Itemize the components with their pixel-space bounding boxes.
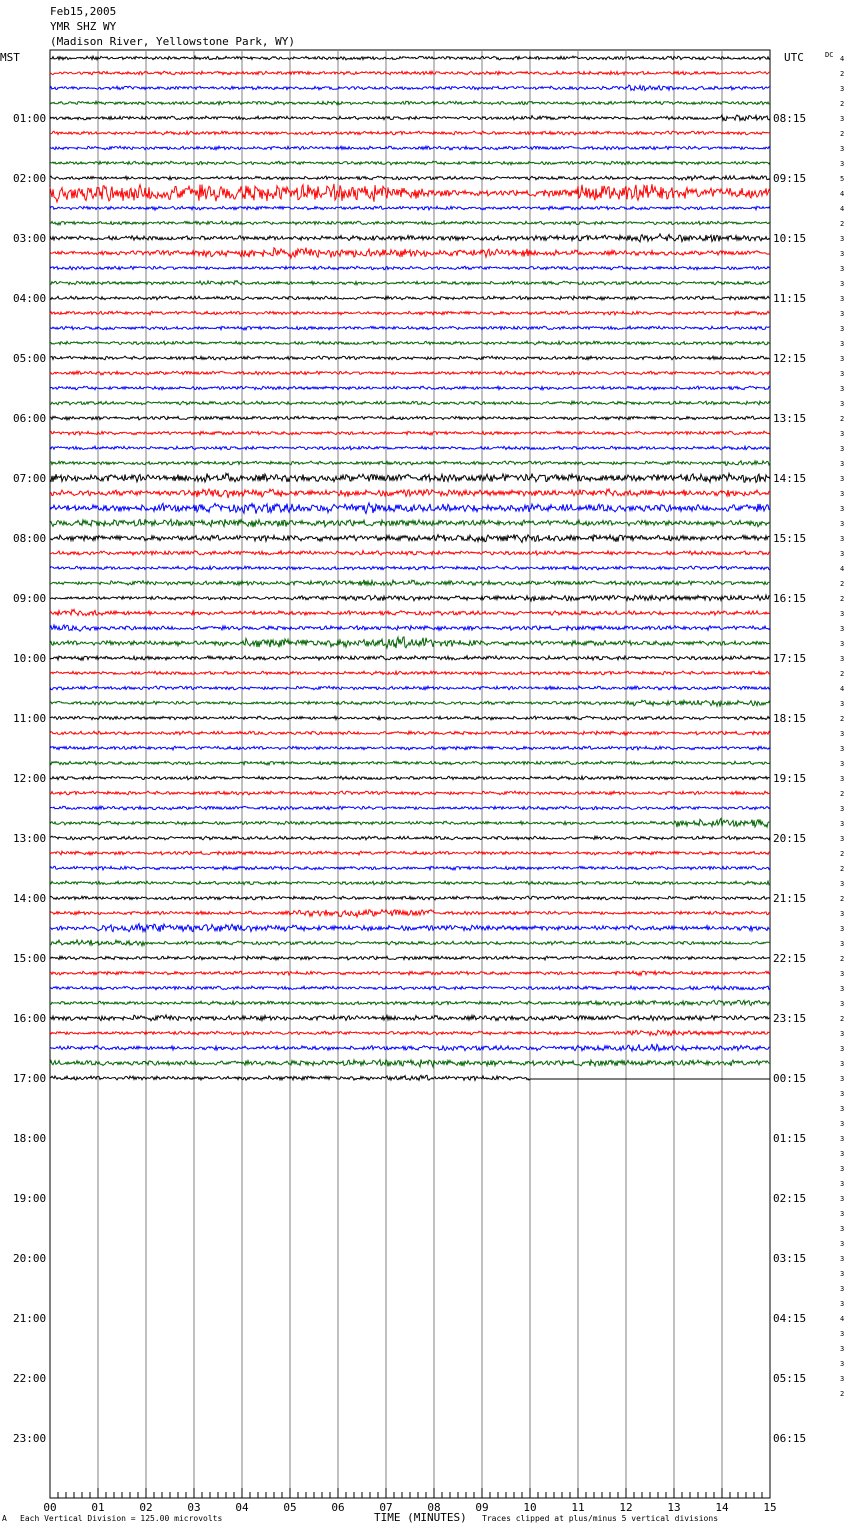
trace-row	[50, 731, 770, 735]
utc-label: UTC	[784, 51, 804, 64]
x-tick-label: 01	[91, 1501, 105, 1514]
dc-offset: 3	[840, 940, 845, 948]
trace-row	[50, 326, 770, 330]
dc-label: DC	[825, 51, 834, 59]
x-tick-label: 02	[139, 1501, 153, 1514]
mst-hour-label: 16:00	[13, 1012, 47, 1025]
trace-row	[50, 296, 770, 300]
trace-row	[50, 311, 770, 315]
utc-hour-label: 17:15	[773, 652, 807, 665]
dc-offset: 3	[840, 400, 845, 408]
utc-hour-label: 15:15	[773, 532, 807, 545]
trace-row	[50, 637, 770, 648]
trace-row	[50, 896, 770, 900]
mst-hour-label: 06:00	[13, 412, 47, 425]
dc-offset: 3	[840, 1165, 845, 1173]
x-tick-label: 06	[331, 1501, 345, 1514]
utc-hour-label: 11:15	[773, 292, 807, 305]
trace-row	[50, 1030, 770, 1035]
trace-row	[50, 746, 770, 750]
mst-hour-label: 20:00	[13, 1252, 47, 1265]
dc-offset: 3	[840, 370, 845, 378]
dc-offset: 3	[840, 235, 845, 243]
dc-offset: 2	[840, 415, 845, 423]
mst-hour-label: 17:00	[13, 1072, 47, 1085]
utc-hour-label: 01:15	[773, 1132, 807, 1145]
dc-offset: 3	[840, 340, 845, 348]
dc-offset: 2	[840, 130, 845, 138]
dc-offset: 3	[840, 1360, 845, 1368]
dc-offset: 3	[840, 910, 845, 918]
utc-hour-label: 03:15	[773, 1252, 807, 1265]
dc-offset: 3	[840, 1180, 845, 1188]
mst-hour-label: 08:00	[13, 532, 47, 545]
dc-offset: 3	[840, 1225, 845, 1233]
trace-row	[50, 791, 770, 795]
dc-offset: 3	[840, 805, 845, 813]
x-tick-label: 13	[667, 1501, 681, 1514]
mst-hour-label: 23:00	[13, 1432, 47, 1445]
dc-offset: 3	[840, 325, 845, 333]
utc-hour-label: 19:15	[773, 772, 807, 785]
dc-offset: 3	[840, 115, 845, 123]
mst-hour-label: 02:00	[13, 172, 47, 185]
dc-offset: 2	[840, 850, 845, 858]
trace-row	[50, 580, 770, 586]
dc-offset: 3	[840, 730, 845, 738]
utc-hour-label: 22:15	[773, 952, 807, 965]
dc-offset: 3	[840, 835, 845, 843]
dc-offset: 3	[840, 775, 845, 783]
dc-offset: 2	[840, 895, 845, 903]
utc-hour-label: 04:15	[773, 1312, 807, 1325]
dc-offset: 3	[840, 1270, 845, 1278]
dc-offset: 3	[840, 1105, 845, 1113]
trace-row	[50, 1060, 770, 1067]
mst-hour-label: 11:00	[13, 712, 47, 725]
x-tick-label: 14	[715, 1501, 729, 1514]
scale-note: Each Vertical Division = 125.00 microvolts	[20, 1514, 223, 1523]
dc-offset: 3	[840, 925, 845, 933]
dc-offset: 2	[840, 220, 845, 228]
trace-row	[50, 910, 770, 917]
dc-offset: 3	[840, 1045, 845, 1053]
dc-offset: 3	[840, 1030, 845, 1038]
dc-offset: 3	[840, 85, 845, 93]
dc-offset: 3	[840, 505, 845, 513]
trace-row	[50, 473, 770, 482]
trace-row	[50, 234, 770, 242]
dc-offset: 2	[840, 715, 845, 723]
trace-row	[50, 551, 770, 556]
trace-row	[50, 924, 770, 932]
trace-row	[50, 431, 770, 435]
dc-offset: 3	[840, 310, 845, 318]
trace-row	[50, 146, 770, 150]
utc-hour-label: 02:15	[773, 1192, 807, 1205]
seismic-traces	[50, 56, 770, 1080]
dc-offset: 3	[840, 1150, 845, 1158]
x-tick-label: 05	[283, 1501, 297, 1514]
trace-row	[50, 206, 770, 210]
mst-hour-label: 13:00	[13, 832, 47, 845]
trace-row	[50, 115, 770, 121]
x-tick-label: 12	[619, 1501, 633, 1514]
mst-hour-label: 12:00	[13, 772, 47, 785]
trace-row	[50, 401, 770, 405]
utc-hour-label: 08:15	[773, 112, 807, 125]
dc-offset: 3	[840, 1000, 845, 1008]
trace-row	[50, 176, 770, 181]
x-tick-label: 08	[427, 1501, 441, 1514]
trace-row	[50, 386, 770, 390]
dc-offset: 3	[840, 880, 845, 888]
mst-hour-label: 19:00	[13, 1192, 47, 1205]
trace-row	[50, 416, 770, 420]
trace-row	[50, 566, 770, 570]
trace-row	[50, 716, 770, 720]
x-tick-label: 15	[763, 1501, 777, 1514]
dc-offset: 3	[840, 430, 845, 438]
trace-row	[50, 85, 770, 91]
trace-row	[50, 1000, 770, 1005]
trace-row	[50, 356, 770, 360]
x-tick-label: 04	[235, 1501, 249, 1514]
trace-row	[50, 866, 770, 870]
dc-offset: 3	[840, 760, 845, 768]
dc-offset: 3	[840, 250, 845, 258]
trace-row	[50, 248, 770, 258]
trace-row	[50, 1044, 770, 1051]
x-tick-label: 10	[523, 1501, 537, 1514]
mst-hour-label: 21:00	[13, 1312, 47, 1325]
trace-row	[50, 446, 770, 450]
utc-hour-label: 05:15	[773, 1372, 807, 1385]
dc-offset: 3	[840, 445, 845, 453]
clip-note: Traces clipped at plus/minus 5 vertical divisions	[482, 1514, 719, 1523]
dc-offset: 3	[840, 655, 845, 663]
dc-offset: 3	[840, 520, 845, 528]
dc-offset: 3	[840, 295, 845, 303]
trace-row	[50, 131, 770, 135]
x-tick-label: 03	[187, 1501, 201, 1514]
utc-hour-label: 13:15	[773, 412, 807, 425]
dc-offset: 2	[840, 70, 845, 78]
trace-row	[50, 851, 770, 855]
dc-offset: 3	[840, 700, 845, 708]
dc-offset: 2	[840, 670, 845, 678]
dc-offset: 3	[840, 745, 845, 753]
mst-hour-label: 14:00	[13, 892, 47, 905]
station-location: (Madison River, Yellowstone Park, WY)	[50, 35, 296, 48]
dc-offset: 2	[840, 595, 845, 603]
utc-hour-label: 06:15	[773, 1432, 807, 1445]
trace-row	[50, 489, 770, 498]
trace-row	[50, 609, 770, 615]
dc-offset: 3	[840, 970, 845, 978]
mst-hour-label: 18:00	[13, 1132, 47, 1145]
trace-row	[50, 656, 770, 661]
dc-offset: 3	[840, 355, 845, 363]
dc-offset: 4	[840, 685, 845, 693]
dc-offset: 3	[840, 640, 845, 648]
dc-offset: 3	[840, 280, 845, 288]
dc-offset: 2	[840, 1015, 845, 1023]
mst-hour-label: 15:00	[13, 952, 47, 965]
dc-offset: 3	[840, 1135, 845, 1143]
utc-hour-label: 00:15	[773, 1072, 807, 1085]
trace-row	[50, 836, 770, 840]
dc-offset: 2	[840, 865, 845, 873]
mst-hour-label: 22:00	[13, 1372, 47, 1385]
utc-hour-label: 20:15	[773, 832, 807, 845]
trace-row	[50, 625, 770, 631]
trace-row	[50, 776, 770, 780]
trace-row	[50, 71, 770, 75]
dc-offset: 3	[840, 1330, 845, 1338]
x-tick-label: 07	[379, 1501, 393, 1514]
utc-hour-label: 12:15	[773, 352, 807, 365]
trace-row	[50, 956, 770, 960]
dc-offset: 3	[840, 385, 845, 393]
dc-offset: 2	[840, 100, 845, 108]
dc-offset: 3	[840, 550, 845, 558]
dc-offset: 3	[840, 160, 845, 168]
x-tick-label: 09	[475, 1501, 489, 1514]
trace-row	[50, 519, 770, 527]
dc-offset: 3	[840, 625, 845, 633]
mst-hour-label: 01:00	[13, 112, 47, 125]
dc-offset: 3	[840, 1120, 845, 1128]
utc-hour-label: 16:15	[773, 592, 807, 605]
trace-row	[50, 595, 770, 601]
trace-row	[50, 266, 770, 270]
dc-offset: 3	[840, 1195, 845, 1203]
trace-row	[50, 281, 770, 285]
utc-hour-label: 14:15	[773, 472, 807, 485]
trace-row	[50, 371, 770, 375]
utc-hour-label: 21:15	[773, 892, 807, 905]
mst-hour-label: 05:00	[13, 352, 47, 365]
x-axis-title: TIME (MINUTES)	[374, 1511, 467, 1524]
mst-hour-label: 03:00	[13, 232, 47, 245]
dc-offset: 4	[840, 1315, 845, 1323]
trace-row	[50, 686, 770, 690]
trace-row	[50, 940, 770, 946]
dc-offset-labels	[840, 55, 844, 1398]
utc-hour-label: 09:15	[773, 172, 807, 185]
dc-offset: 4	[840, 55, 845, 63]
corner-mark: A	[2, 1514, 7, 1523]
trace-row	[50, 971, 770, 975]
trace-row	[50, 671, 770, 675]
dc-offset: 3	[840, 145, 845, 153]
trace-row	[50, 534, 770, 542]
dc-offset: 4	[840, 190, 845, 198]
dc-offset: 3	[840, 535, 845, 543]
dc-offset: 3	[840, 1345, 845, 1353]
trace-row	[50, 700, 770, 707]
trace-row	[50, 56, 770, 60]
dc-offset: 3	[840, 1255, 845, 1263]
dc-offset: 2	[840, 580, 845, 588]
trace-row	[50, 461, 770, 466]
x-tick-label: 11	[571, 1501, 585, 1514]
dc-offset: 4	[840, 205, 845, 213]
dc-offset: 3	[840, 490, 845, 498]
utc-hour-label: 10:15	[773, 232, 807, 245]
dc-offset: 3	[840, 460, 845, 468]
mst-hour-label: 07:00	[13, 472, 47, 485]
mst-hour-label: 04:00	[13, 292, 47, 305]
trace-row	[50, 986, 770, 990]
dc-offset: 3	[840, 820, 845, 828]
dc-offset: 4	[840, 565, 845, 573]
dc-offset: 2	[840, 955, 845, 963]
trace-row	[50, 1015, 770, 1021]
x-tick-label: 00	[43, 1501, 57, 1514]
dc-offset: 3	[840, 265, 845, 273]
trace-row	[50, 761, 770, 765]
dc-offset: 5	[840, 175, 845, 183]
dc-offset: 3	[840, 1075, 845, 1083]
trace-row	[50, 806, 770, 810]
dc-offset: 3	[840, 1285, 845, 1293]
dc-offset: 3	[840, 1240, 845, 1248]
trace-row	[50, 221, 770, 225]
trace-row	[50, 341, 770, 345]
dc-offset: 3	[840, 475, 845, 483]
mst-hour-label: 10:00	[13, 652, 47, 665]
dc-offset: 3	[840, 1210, 845, 1218]
trace-row	[50, 881, 770, 885]
dc-offset: 3	[840, 985, 845, 993]
trace-row	[50, 1075, 770, 1080]
dc-offset: 3	[840, 610, 845, 618]
chart-date: Feb15,2005	[50, 5, 117, 18]
trace-row	[50, 184, 770, 202]
trace-row	[50, 503, 770, 514]
trace-row	[50, 818, 770, 827]
dc-offset: 3	[840, 1090, 845, 1098]
utc-hour-label: 18:15	[773, 712, 807, 725]
dc-offset: 2	[840, 1390, 845, 1398]
mst-hour-label: 09:00	[13, 592, 47, 605]
trace-row	[50, 101, 770, 105]
dc-offset: 3	[840, 1375, 845, 1383]
utc-hour-label: 23:15	[773, 1012, 807, 1025]
station-code: YMR SHZ WY	[50, 20, 117, 33]
dc-offset: 3	[840, 1060, 845, 1068]
dc-offset: 3	[840, 1300, 845, 1308]
trace-row	[50, 161, 770, 165]
dc-offset: 2	[840, 790, 845, 798]
mst-label: MST	[0, 51, 20, 64]
